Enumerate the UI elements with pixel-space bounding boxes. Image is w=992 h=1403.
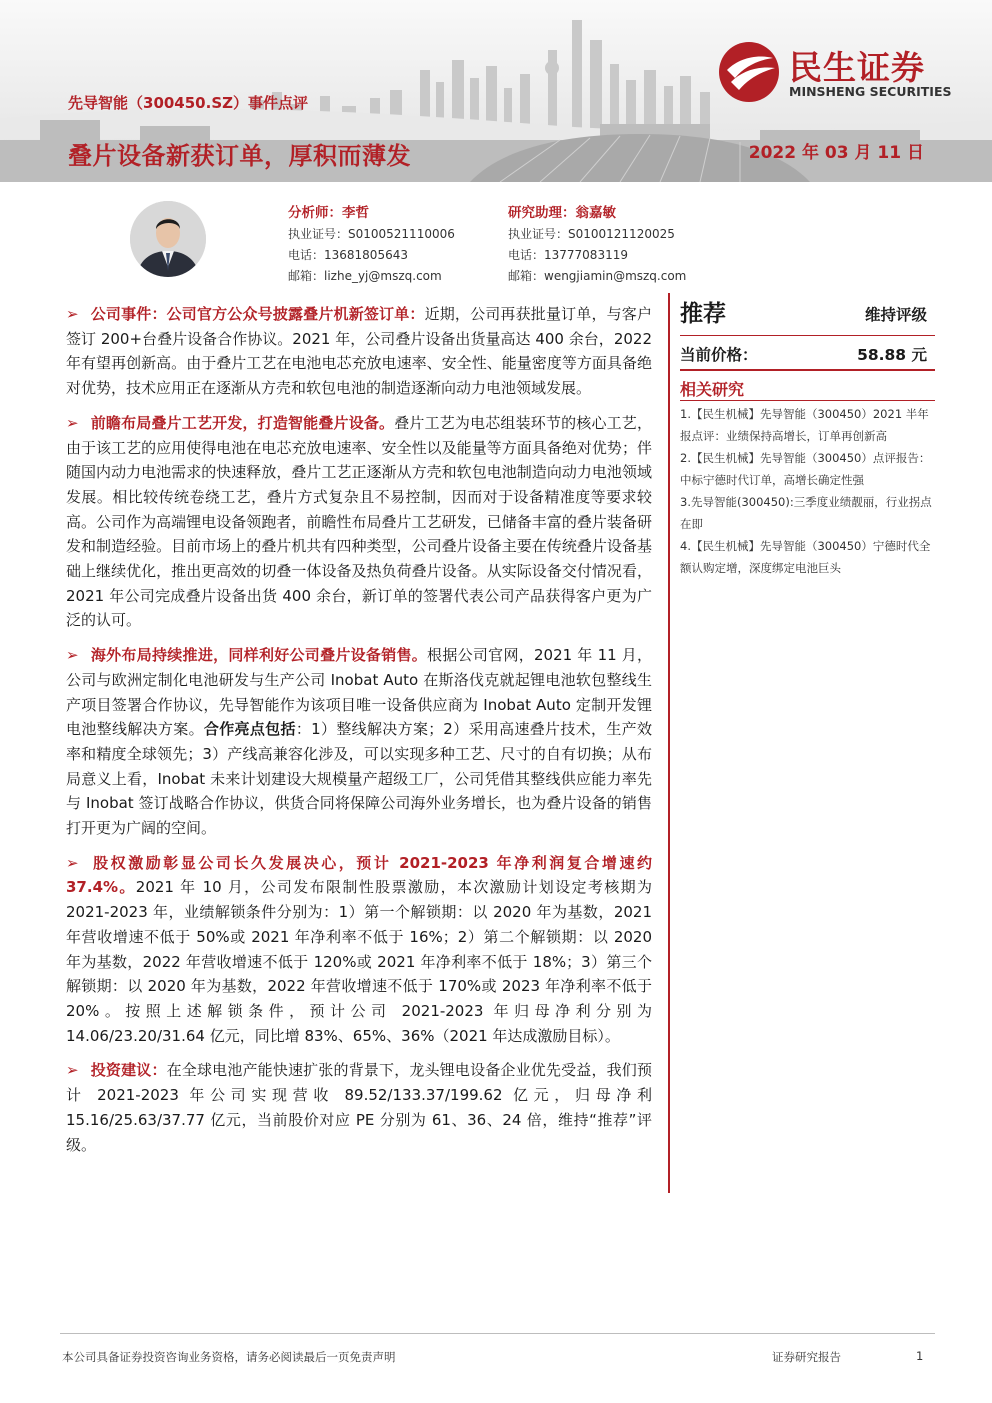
analyst-info-assistant <box>508 203 686 287</box>
related-item[interactable]: 2.【民生机械】先导智能（300450）点评报告：中标宁德时代订单，高增长确定性强 <box>680 451 931 487</box>
rating-value: 推荐 <box>680 301 726 327</box>
related-item[interactable]: 4.【民生机械】先导智能（300450）宁德时代全额认购定增，深度绑定电池巨头 <box>680 539 931 575</box>
footer-doc-type: 证券研究报告 <box>772 1350 841 1364</box>
analyst-license: 执业证号：S0100521110006 <box>288 227 455 241</box>
related-item[interactable]: 1.【民生机械】先导智能（300450）2021 半年报点评：业绩保持高增长，订单再创新高 <box>680 407 929 443</box>
analyst-photo-icon <box>130 201 206 277</box>
analyst-info-primary <box>288 203 455 287</box>
analyst-name: 分析师：李哲 <box>288 205 369 221</box>
related-research-list <box>680 403 936 579</box>
paragraph-text-continued: ：1）整线解决方案；2）采用高速叠片技术，生产效率和精度全球领先；3）产线高兼容化涉及，可以实现多种工艺、尺寸的自有切换；从布局意义上看，Inobat 未来计划建设大规模量产超级工厂，公司凭借其整线供应能力率先与 Inobat 签订战略合作协议，供货合同将保障公司海外业务增长，也为叠片设备的销售打开更为广阔的空间。 <box>66 720 652 838</box>
paragraph-text: 2021 年 10 月，公司发布限制性股票激励，本次激励计划设定考核期为 2021-2023 年，业绩解锁条件分别为：1）第一个解锁期：以 2020 年为基数，2021 年营收增速不低于 50%或 2021 年净利率不低于 16%；2）第二个解锁期：以 2020 年为基数，2022 年营收增速不低于 120%或 2021 年净利率不低于 18%；3）第三个解锁期：以 2020 年为基数，2022 年营收增速不低于 170%或 2023 年净利率不低于 20%。按照上述解锁条件，预计公司 2021-2023 年归母净利分别为 14.06/23.20/31.64 亿元，同比增 83%、65%、36%（2021 年达成激励目标）。 <box>66 878 652 1045</box>
paragraph-stacking-process <box>66 411 652 633</box>
bullet-arrow-icon: ➢ <box>66 1061 79 1080</box>
minsheng-logo-icon <box>717 40 781 104</box>
paragraph-equity-incentive <box>66 851 652 1049</box>
bullet-arrow-icon: ➢ <box>66 305 79 323</box>
report-body <box>66 302 652 1167</box>
assistant-license: 执业证号：S0100121120025 <box>508 227 675 241</box>
divider <box>680 335 935 336</box>
rating-panel <box>680 295 935 375</box>
related-item[interactable]: 3.先导智能(300450):三季度业绩靓丽，行业拐点在即 <box>680 495 932 531</box>
page-number: 1 <box>916 1349 924 1363</box>
paragraph-text: 叠片工艺为电芯组装环节的核心工艺，由于该工艺的应用使得电池在电芯充放电速率、安全性以及能量等方面具备绝对优势；伴随国内动力电池需求的快速释放，叠片工艺正逐渐从方壳和软包电池制造向动力电池领域发展。相比较传统卷绕工艺，叠片方式复杂且不易控制，因而对于设备精准度等要求较高。公司作为高端锂电设备领跑者，前瞻性布局叠片工艺研发，已储备丰富的叠片装备研发和制造经验。目前市场上的叠片机共有四种类型，公司叠片设备主要在传统叠片设备基础上继续优化，推出更高效的切叠一体设备及热负荷叠片设备。从实际设备交付情况看，2021 年公司完成叠片设备出货 400 余台，新订单的签署代表公司产品获得客户更为广泛的认可。 <box>66 413 652 630</box>
bullet-arrow-icon: ➢ <box>66 413 79 432</box>
paragraph-heading: 公司事件：公司官方公众号披露叠片机新签订单： <box>90 305 425 323</box>
assistant-phone: 电话：13777083119 <box>508 248 628 262</box>
paragraph-text: 在全球电池产能快速扩张的背景下，龙头锂电设备企业优先受益，我们预计 2021-2023 年公司实现营收 89.52/133.37/199.62 亿元，归母净利 15.16/25.63/37.77 亿元，当前股价对应 PE 分别为 61、36、24 倍，维持“推荐”评级。 <box>66 1061 652 1154</box>
paragraph-bold-phrase: 合作亮点包括 <box>203 720 296 739</box>
paragraph-text: 近期，公司再获批量订单，与客户签订 200+台叠片设备合作协议。2021 年，公司叠片设备出货量高达 400 余台，2022 年有望再创新高。由于叠片工艺在电池电芯充放电速率、安全性、能量密度等方面具备绝对优势，技术应用正在逐渐从方壳和软包电池的制造逐渐向动力电池领域发展。 <box>66 305 652 398</box>
divider <box>680 400 935 401</box>
report-date: 2022 年 03 月 11 日 <box>748 143 924 163</box>
related-research-title: 相关研究 <box>680 380 745 399</box>
paragraph-heading: 投资建议： <box>90 1061 167 1080</box>
report-type: 先导智能（300450.SZ）事件点评 <box>68 94 309 112</box>
analyst-avatar <box>130 201 206 277</box>
header-banner <box>0 0 992 182</box>
paragraph-investment-advice <box>66 1058 652 1157</box>
price-value: 58.88 元 <box>857 346 927 364</box>
footer-divider <box>60 1333 935 1334</box>
paragraph-heading: 海外布局持续推进，同样利好公司叠片设备销售。 <box>90 646 428 665</box>
paragraph-heading: 股权激励彰显公司长久发展决心，预计 2021-2023 年净利润复合增速约 37.4%。 <box>66 853 652 897</box>
assistant-email[interactable]: 邮箱：wengjiamin@mszq.com <box>508 269 687 283</box>
paragraph-text: 根据公司官网，2021 年 11 月，公司与欧洲定制化电池研发与生产公司 Inobat Auto 在斯洛伐克就起锂电池软包整线生产项目签署合作协议，先导智能作为该项目唯一设备供应商为 Inobat Auto 定制开发锂电池整线解决方案。 <box>66 646 652 739</box>
divider <box>680 369 935 371</box>
analyst-phone: 电话：13681805643 <box>288 248 408 262</box>
column-divider <box>668 293 670 1193</box>
analyst-email[interactable]: 邮箱：lizhe_yj@mszq.com <box>288 269 442 283</box>
logo-text-en: MINSHENG SECURITIES <box>789 84 952 99</box>
brand-logo <box>717 40 962 100</box>
assistant-name: 研究助理：翁嘉敏 <box>508 205 616 221</box>
footer-disclaimer: 本公司具备证券投资咨询业务资格，请务必阅读最后一页免责声明 <box>62 1350 396 1364</box>
report-headline: 叠片设备新获订单，厚积而薄发 <box>68 142 411 170</box>
rating-action: 维持评级 <box>864 306 927 324</box>
paragraph-company-event <box>66 302 652 401</box>
paragraph-overseas-expansion <box>66 643 652 841</box>
paragraph-heading: 前瞻布局叠片工艺开发，打造智能叠片设备。 <box>90 413 395 432</box>
bullet-arrow-icon: ➢ <box>66 646 79 665</box>
logo-text-cn: 民生证券 <box>789 48 925 87</box>
bullet-arrow-icon: ➢ <box>66 853 79 872</box>
price-label: 当前价格： <box>680 346 758 364</box>
